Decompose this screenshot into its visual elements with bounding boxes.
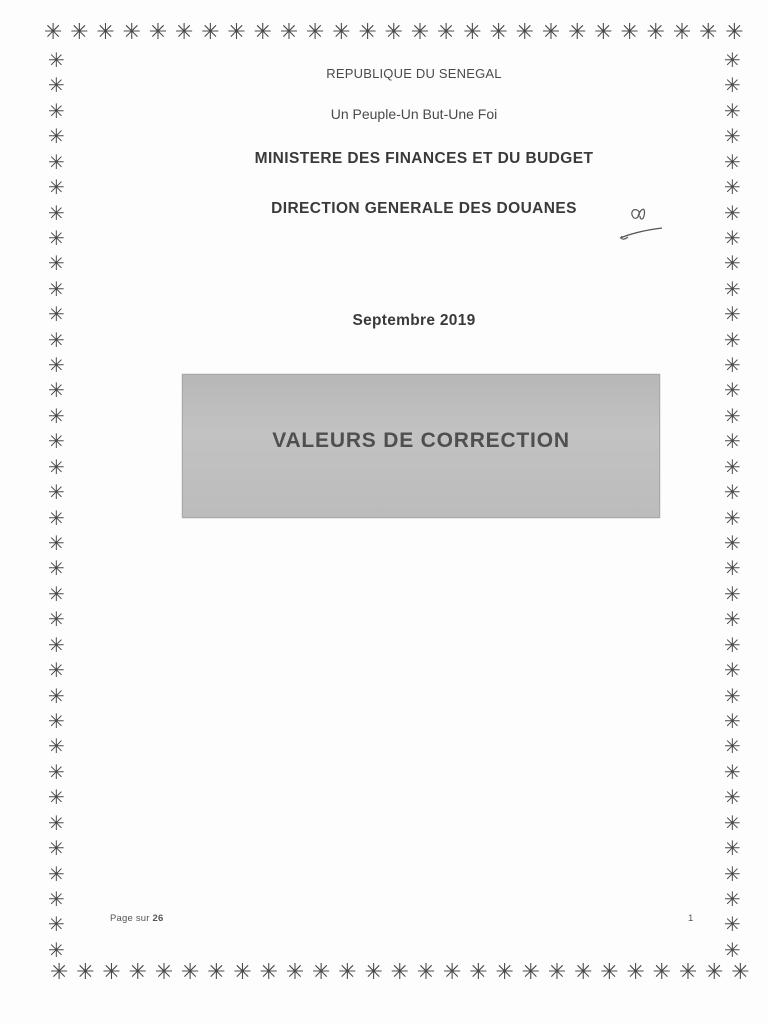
- border-star-icon: ✳: [48, 658, 65, 683]
- border-star-icon: ✳: [705, 960, 724, 985]
- decorative-border-right: [724, 50, 741, 960]
- border-star-icon: ✳: [48, 759, 65, 784]
- ministry-name: MINISTERE DES FINANCES ET DU BUDGET: [254, 150, 594, 167]
- border-star-icon: ✳: [48, 480, 65, 505]
- border-star-icon: ✳: [724, 836, 741, 861]
- border-star-icon: ✳: [724, 327, 741, 352]
- document-date: Septembre 2019: [352, 312, 476, 329]
- border-star-icon: ✳: [724, 861, 741, 886]
- border-star-icon: ✳: [678, 960, 698, 985]
- border-star-icon: ✳: [724, 225, 741, 250]
- border-star-icon: ✳: [154, 960, 174, 985]
- page-total: 26: [152, 913, 164, 924]
- border-star-icon: ✳: [547, 960, 567, 985]
- border-star-icon: ✳: [724, 302, 741, 327]
- border-star-icon: ✳: [724, 912, 741, 937]
- border-star-icon: ✳: [724, 403, 741, 428]
- border-star-icon: ✳: [574, 960, 593, 985]
- border-star-icon: ✳: [495, 960, 514, 985]
- border-star-icon: ✳: [620, 20, 639, 45]
- border-star-icon: ✳: [410, 20, 430, 45]
- border-star-icon: ✳: [515, 20, 535, 45]
- border-star-icon: ✳: [724, 759, 741, 784]
- page-footer: [110, 913, 163, 924]
- border-star-icon: ✳: [332, 20, 351, 45]
- border-star-icon: ✳: [48, 454, 65, 479]
- border-star-icon: ✳: [128, 960, 148, 985]
- direction-name: DIRECTION GENERALE DES DOUANES: [271, 200, 577, 217]
- national-motto: Un Peuple-Un But-Une Foi: [330, 106, 498, 122]
- border-star-icon: ✳: [207, 960, 226, 985]
- border-star-icon: ✳: [48, 73, 65, 98]
- border-star-icon: ✳: [279, 20, 299, 45]
- border-star-icon: ✳: [724, 124, 741, 149]
- border-star-icon: ✳: [724, 658, 741, 683]
- border-star-icon: ✳: [50, 960, 69, 985]
- page-label: Page sur: [110, 913, 150, 924]
- border-star-icon: ✳: [48, 556, 65, 581]
- border-star-icon: ✳: [70, 20, 89, 45]
- border-star-icon: ✳: [48, 302, 65, 327]
- border-star-icon: ✳: [96, 20, 115, 45]
- border-star-icon: ✳: [48, 225, 65, 250]
- border-star-icon: ✳: [48, 683, 65, 708]
- border-star-icon: ✳: [724, 632, 741, 657]
- border-star-icon: ✳: [672, 20, 692, 45]
- decorative-border-top: [44, 22, 744, 44]
- border-star-icon: ✳: [48, 937, 65, 962]
- border-star-icon: ✳: [724, 810, 741, 835]
- document-title: VALEURS DE CORRECTION: [272, 429, 570, 452]
- border-star-icon: ✳: [724, 200, 741, 225]
- country-name: REPUBLIQUE DU SENEGAL: [326, 66, 502, 81]
- border-star-icon: ✳: [463, 20, 482, 45]
- border-star-icon: ✳: [253, 20, 273, 45]
- border-star-icon: ✳: [724, 683, 741, 708]
- border-star-icon: ✳: [724, 175, 741, 200]
- border-star-icon: ✳: [724, 531, 741, 556]
- border-star-icon: ✳: [48, 149, 65, 174]
- border-star-icon: ✳: [44, 20, 63, 45]
- border-star-icon: ✳: [724, 937, 741, 962]
- border-star-icon: ✳: [201, 20, 220, 45]
- border-star-icon: ✳: [233, 960, 252, 985]
- border-star-icon: ✳: [489, 20, 508, 45]
- border-star-icon: ✳: [48, 785, 65, 810]
- handwritten-initials: [616, 196, 668, 244]
- border-star-icon: ✳: [437, 20, 456, 45]
- border-star-icon: ✳: [652, 960, 672, 985]
- border-star-icon: ✳: [724, 581, 741, 606]
- border-star-icon: ✳: [48, 429, 65, 454]
- border-star-icon: ✳: [148, 20, 168, 45]
- border-star-icon: ✳: [646, 20, 666, 45]
- border-star-icon: ✳: [416, 960, 436, 985]
- border-star-icon: ✳: [102, 960, 121, 985]
- border-star-icon: ✳: [724, 251, 741, 276]
- border-star-icon: ✳: [724, 429, 741, 454]
- border-star-icon: ✳: [724, 98, 741, 123]
- border-star-icon: ✳: [724, 454, 741, 479]
- border-star-icon: ✳: [521, 960, 541, 985]
- border-star-icon: ✳: [48, 836, 65, 861]
- border-star-icon: ✳: [724, 556, 741, 581]
- border-star-icon: ✳: [724, 734, 741, 759]
- border-star-icon: ✳: [541, 20, 561, 45]
- border-star-icon: ✳: [48, 353, 65, 378]
- border-star-icon: ✳: [731, 960, 750, 985]
- title-banner: [182, 374, 660, 518]
- border-star-icon: ✳: [48, 607, 65, 632]
- page-number: 1: [688, 913, 694, 924]
- border-star-icon: ✳: [626, 960, 645, 985]
- border-star-icon: ✳: [724, 607, 741, 632]
- border-star-icon: ✳: [122, 20, 142, 45]
- border-star-icon: ✳: [48, 251, 65, 276]
- border-star-icon: ✳: [48, 200, 65, 225]
- border-star-icon: ✳: [259, 960, 279, 985]
- border-star-icon: ✳: [724, 149, 741, 174]
- border-star-icon: ✳: [48, 327, 65, 352]
- border-star-icon: ✳: [48, 632, 65, 657]
- border-star-icon: ✳: [48, 886, 65, 911]
- border-star-icon: ✳: [724, 48, 741, 72]
- border-star-icon: ✳: [724, 708, 741, 733]
- border-star-icon: ✳: [724, 378, 741, 403]
- border-star-icon: ✳: [48, 505, 65, 530]
- border-star-icon: ✳: [48, 734, 65, 759]
- border-star-icon: ✳: [48, 48, 65, 72]
- border-star-icon: ✳: [384, 20, 404, 45]
- border-star-icon: ✳: [48, 912, 65, 937]
- border-star-icon: ✳: [443, 960, 462, 985]
- border-star-icon: ✳: [48, 403, 65, 428]
- decorative-border-bottom: [50, 962, 750, 984]
- border-star-icon: ✳: [724, 505, 741, 530]
- border-star-icon: ✳: [600, 960, 619, 985]
- border-star-icon: ✳: [48, 276, 65, 301]
- border-star-icon: ✳: [469, 960, 488, 985]
- border-star-icon: ✳: [48, 98, 65, 123]
- border-star-icon: ✳: [48, 378, 65, 403]
- border-star-icon: ✳: [181, 960, 200, 985]
- border-star-icon: ✳: [724, 886, 741, 911]
- border-star-icon: ✳: [285, 960, 305, 985]
- border-star-icon: ✳: [175, 20, 194, 45]
- border-star-icon: ✳: [227, 20, 246, 45]
- border-star-icon: ✳: [306, 20, 325, 45]
- border-star-icon: ✳: [725, 20, 744, 45]
- border-star-icon: ✳: [724, 73, 741, 98]
- border-star-icon: ✳: [724, 276, 741, 301]
- decorative-border-left: [48, 50, 65, 960]
- border-star-icon: ✳: [364, 960, 383, 985]
- border-star-icon: ✳: [724, 480, 741, 505]
- border-star-icon: ✳: [568, 20, 587, 45]
- border-star-icon: ✳: [48, 861, 65, 886]
- border-star-icon: ✳: [48, 708, 65, 733]
- border-star-icon: ✳: [48, 175, 65, 200]
- border-star-icon: ✳: [76, 960, 95, 985]
- border-star-icon: ✳: [312, 960, 331, 985]
- border-star-icon: ✳: [594, 20, 613, 45]
- border-star-icon: ✳: [338, 960, 357, 985]
- border-star-icon: ✳: [390, 960, 410, 985]
- border-star-icon: ✳: [48, 124, 65, 149]
- border-star-icon: ✳: [48, 581, 65, 606]
- border-star-icon: ✳: [48, 531, 65, 556]
- border-star-icon: ✳: [48, 810, 65, 835]
- border-star-icon: ✳: [358, 20, 377, 45]
- border-star-icon: ✳: [699, 20, 718, 45]
- border-star-icon: ✳: [724, 785, 741, 810]
- border-star-icon: ✳: [724, 353, 741, 378]
